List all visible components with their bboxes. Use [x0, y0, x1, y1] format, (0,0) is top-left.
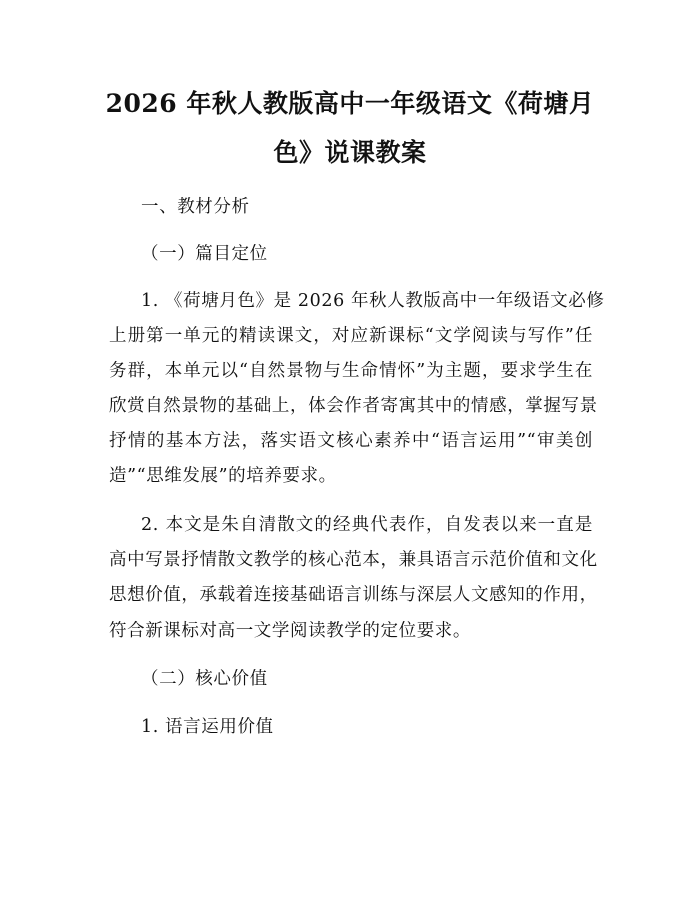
- document-title-line-2: 色》说课教案: [273, 138, 427, 167]
- subsection-heading-core-value: （二）核心价值: [141, 669, 268, 689]
- paragraph-2-line-3: 思想价值，承载着连接基础语言训练与深层人文感知的作用，: [109, 585, 598, 605]
- paragraph-1-line-2: 上册第一单元的精读课文，对应新课标“文学阅读与写作”任: [109, 326, 593, 346]
- section-heading-textbook-analysis: 一、教材分析: [141, 197, 250, 217]
- paragraph-2-line-2: 高中写景抒情散文教学的核心范本，兼具语言示范价值和文化: [109, 550, 598, 570]
- item-heading-language-value: 1. 语言运用价值: [141, 717, 274, 737]
- paragraph-1-line-6: 造”“思维发展”的培养要求。: [109, 466, 337, 486]
- paragraph-2-line-1: 2. 本文是朱自清散文的经典代表作，自发表以来一直是: [141, 515, 593, 535]
- paragraph-1-line-4: 欣赏自然景物的基础上，体会作者寄寓其中的情感，掌握写景: [109, 396, 598, 416]
- subsection-heading-positioning: （一）篇目定位: [141, 244, 268, 264]
- paragraph-1-line-1: 1. 《荷塘月色》是 2026 年秋人教版高中一年级语文必修: [141, 291, 605, 311]
- paragraph-1-line-3: 务群，本单元以“自然景物与生命情怀”为主题，要求学生在: [109, 361, 593, 381]
- document-title-line-1: 2026 年秋人教版高中一年级语文《荷塘月: [105, 89, 595, 118]
- paragraph-1-line-5: 抒情的基本方法，落实语文核心素养中“语言运用”“审美创: [109, 431, 593, 451]
- paragraph-2-line-4: 符合新课标对高一文学阅读教学的定位要求。: [109, 621, 471, 641]
